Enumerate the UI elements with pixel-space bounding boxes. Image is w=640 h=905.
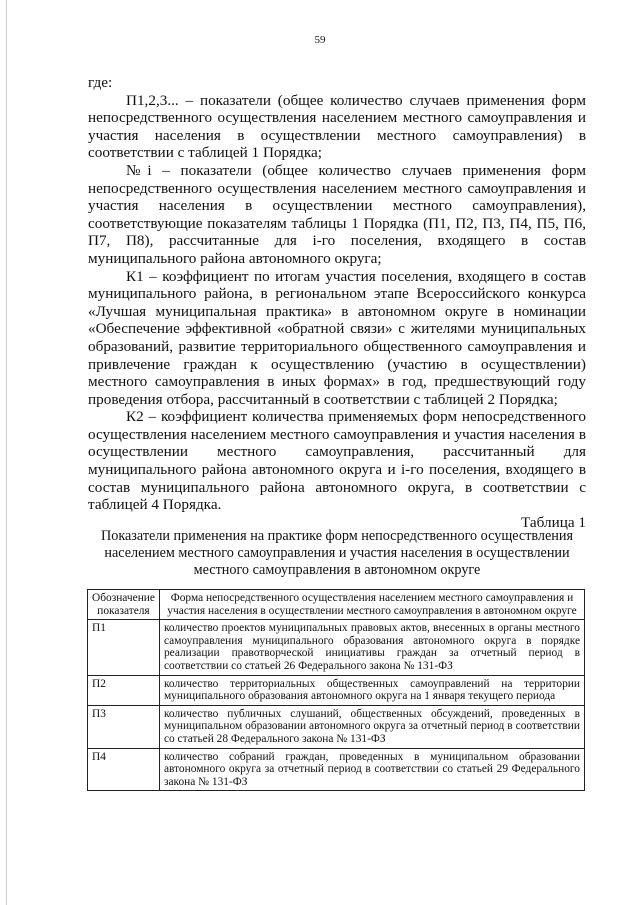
table-label: Таблица 1	[521, 513, 586, 531]
header-form: Форма непосредственного осуществления населением местного самоуправления и участия населения в осуществлении местного самоуправления в автономном округе	[159, 590, 584, 620]
paragraph-p123: П1,2,3... – показатели (общее количество случаев применения форм непосредственного осуществления населением местного самоуправления и участия населения в осуществлении местного самоуправления) в соответствии с таблицей 1 Порядка;	[88, 91, 586, 162]
table-row	[88, 748, 585, 791]
table-row	[88, 675, 585, 705]
table-row	[88, 620, 585, 675]
header-code: Обозначение показателя	[88, 590, 160, 620]
row-code: П1	[88, 620, 160, 675]
indicators-table	[87, 589, 585, 791]
paragraph-ni: №i – показатели (общее количество случаев применения форм непосредственного осуществления населением местного самоуправления и участия населения в осуществлении местного самоуправления), соответствующие показателям таблицы 1 Порядка (П1, П2, П3, П4, П5, П6, П7, П8), рассчитанные для i-го поселения, входящего в состав муниципального района автономного округа;	[88, 161, 586, 267]
table-header-row	[88, 590, 585, 620]
row-text: количество территориальных общественных самоуправлений на территории муниципального образования автономного округа на 1 января текущего периода	[159, 675, 584, 705]
row-text: количество проектов муниципальных правовых актов, внесенных в органы местного самоуправления муниципального образования автономного округа в порядке реализации правотворческой инициативы граждан за отчетный период в соответствии со статьей 26 Федерального закона № 131-ФЗ	[159, 620, 584, 675]
paragraph-k1: К1 – коэффициент по итогам участия поселения, входящего в состав муниципального района, в региональном этапе Всероссийского конкурса «Лучшая муниципальная практика» в автономном округе в номинации «Обеспечение эффективной «обратной связи» с жителями муниципальных образований, развитие территориального общественного самоуправления и привлечение граждан к осуществлению (участию в осуществлении) местного самоуправления в иных формах» в год, предшествующий году проведения отбора, рассчитанный в соответствии с таблицей 2 Порядка;	[88, 267, 586, 408]
row-code: П3	[88, 705, 160, 748]
row-code: П4	[88, 748, 160, 791]
row-text: количество публичных слушаний, общественных обсуждений, проведенных в муниципальном образовании автономного округа за отчетный период в соответствии со статьей 28 Федерального закона № 131-ФЗ	[159, 705, 584, 748]
table-row	[88, 705, 585, 748]
scan-edge-line	[6, 0, 7, 905]
row-text: количество собраний граждан, проведенных в муниципальном образовании автономного округа за отчетный период в соответствии со статьей 29 Федерального закона № 131-ФЗ	[159, 748, 584, 791]
body-text	[88, 74, 586, 531]
table-caption: Показатели применения на практике форм непосредственного осуществления населением местного самоуправления и участия населения в осуществлении местного самоуправления в автономном округе	[100, 528, 574, 579]
paragraph-k2: К2 – коэффициент количества применяемых форм непосредственного осуществления населением местного самоуправления и участия населения в осуществлении местного самоуправления, рассчитанный для муниципального района автономного округа и i-го поселения, входящего в состав муниципального района автономного округа, в соответствии с таблицей 4 Порядка.	[88, 408, 586, 514]
where-label: где:	[88, 74, 113, 91]
page-number: 59	[314, 34, 326, 46]
row-code: П2	[88, 675, 160, 705]
